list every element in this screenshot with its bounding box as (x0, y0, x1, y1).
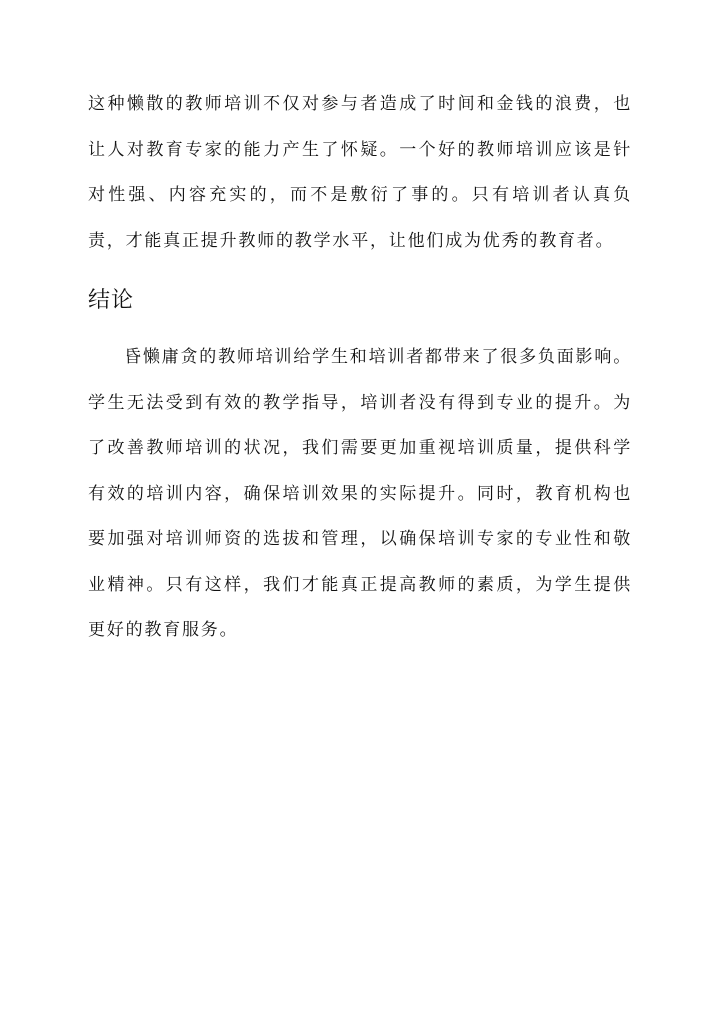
body-paragraph-conclusion: 昏懒庸贪的教师培训给学生和培训者都带来了很多负面影响。学生无法受到有效的教学指导，培训者没有得到专业的提升。为了改善教师培训的状况，我们需要更加重视培训质量，提供科学有效的培训内容，确保培训效果的实际提升。同时，教育机构也要加强对培训师资的选拔和管理，以确保培训专家的专业性和敬业精神。只有这样，我们才能真正提高教师的素质，为学生提供更好的教育服务。 (88, 347, 632, 640)
section-heading-conclusion: 结论 (88, 288, 135, 313)
body-paragraph-training-critique: 这种懒散的教师培训不仅对参与者造成了时间和金钱的浪费，也让人对教育专家的能力产生了怀疑。一个好的教师培训应该是针对性强、内容充实的，而不是敷衍了事的。只有培训者认真负责，才能真正提升教师的教学水平，让他们成为优秀的教育者。 (88, 94, 632, 251)
document-body (88, 82, 632, 654)
